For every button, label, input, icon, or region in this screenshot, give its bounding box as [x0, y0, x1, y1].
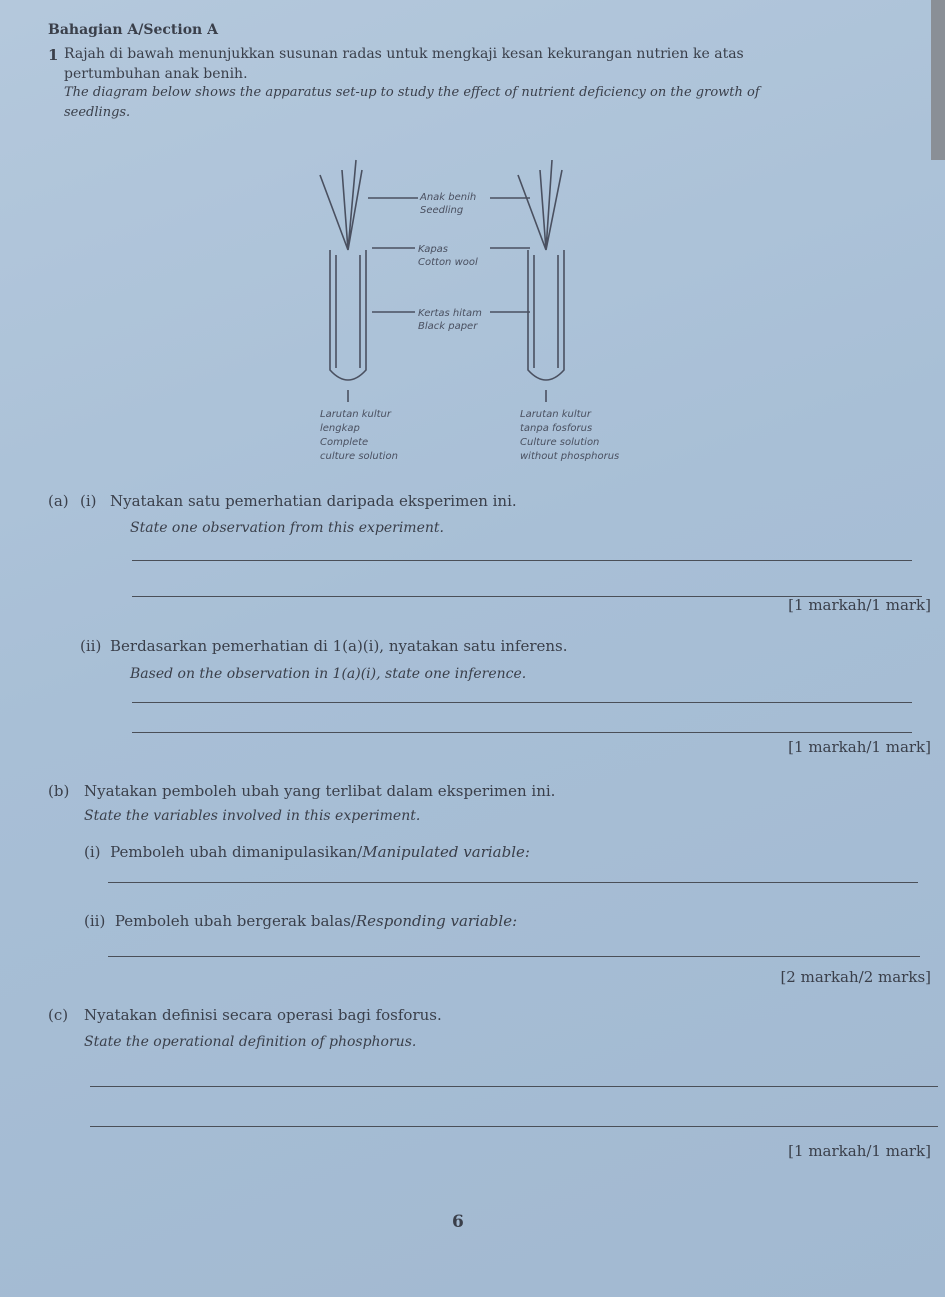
answer-line[interactable]	[108, 882, 918, 883]
part-b-ii-label: (ii)	[84, 912, 106, 930]
part-c-english: State the operational definition of phosphorus.	[84, 1034, 417, 1050]
label-cotton-ms: Kapas	[418, 244, 449, 255]
section-heading: Bahagian A/Section A	[48, 22, 218, 38]
label-left-ms1: Larutan kultur	[320, 409, 391, 420]
label-paper-en: Black paper	[418, 321, 478, 332]
part-a-label: (a)	[48, 492, 69, 510]
part-b-i-malay: Pemboleh ubah dimanipulasikan/	[110, 843, 363, 861]
label-right-en1: Culture solution	[520, 437, 600, 448]
right-test-tube	[518, 160, 564, 402]
part-c-label: (c)	[48, 1006, 69, 1024]
page-number: 6	[452, 1212, 464, 1232]
part-a-ii-label: (ii)	[80, 637, 102, 655]
part-b-i	[84, 843, 530, 861]
label-seedling-en: Seedling	[420, 205, 464, 216]
answer-line[interactable]	[132, 702, 912, 703]
label-right-ms2: tanpa fosforus	[520, 423, 593, 434]
part-a-i-label: (i)	[80, 492, 97, 510]
part-a-ii-english: Based on the observation in 1(a)(i), state one inference.	[130, 666, 527, 682]
label-right-en2: without phosphorus	[520, 451, 620, 462]
answer-line[interactable]	[132, 732, 912, 733]
part-b-i-english: Manipulated variable:	[362, 843, 530, 861]
apparatus-diagram	[290, 140, 650, 480]
part-c-mark: [1 markah/1 mark]	[788, 1142, 931, 1160]
part-a-i-malay: Nyatakan satu pemerhatian daripada eksperimen ini.	[110, 492, 517, 510]
label-left-ms2: lengkap	[320, 423, 360, 434]
label-seedling-ms: Anak benih	[420, 192, 477, 203]
label-left-en2: culture solution	[320, 451, 398, 462]
part-c-malay: Nyatakan definisi secara operasi bagi fosforus.	[84, 1006, 442, 1024]
label-right-ms1: Larutan kultur	[520, 409, 591, 420]
label-cotton-en: Cotton wool	[418, 257, 478, 268]
part-b-english: State the variables involved in this experiment.	[84, 808, 421, 824]
part-b-i-label: (i)	[84, 843, 101, 861]
question-english-line2: seedlings.	[64, 105, 131, 120]
part-b-malay: Nyatakan pemboleh ubah yang terlibat dalam eksperimen ini.	[84, 782, 556, 800]
label-left-en1: Complete	[320, 437, 369, 448]
answer-line[interactable]	[108, 956, 920, 957]
question-malay-line1: Rajah di bawah menunjukkan susunan radas untuk mengkaji kesan kekurangan nutrien ke atas	[64, 46, 744, 62]
part-a-ii-mark: [1 markah/1 mark]	[788, 738, 931, 756]
part-b-ii	[84, 912, 517, 930]
part-b-ii-english: Responding variable:	[355, 912, 518, 930]
part-b-mark: [2 markah/2 marks]	[780, 968, 931, 986]
question-malay-line2: pertumbuhan anak benih.	[64, 66, 248, 82]
part-a-i-english: State one observation from this experiment.	[130, 520, 444, 536]
left-test-tube	[320, 160, 366, 402]
part-b-ii-malay: Pemboleh ubah bergerak balas/	[114, 912, 356, 930]
page-edge-shadow	[931, 0, 945, 160]
answer-line[interactable]	[90, 1086, 938, 1087]
question-number: 1	[48, 46, 59, 64]
answer-line[interactable]	[132, 560, 912, 561]
question-english-line1: The diagram below shows the apparatus set-up to study the effect of nutrient deficiency on the growth of	[64, 85, 760, 100]
part-a-ii-malay: Berdasarkan pemerhatian di 1(a)(i), nyatakan satu inferens.	[110, 637, 568, 655]
part-b-label: (b)	[48, 782, 70, 800]
label-paper-ms: Kertas hitam	[418, 308, 482, 319]
part-a-i-mark: [1 markah/1 mark]	[788, 596, 931, 614]
answer-line[interactable]	[90, 1126, 938, 1127]
